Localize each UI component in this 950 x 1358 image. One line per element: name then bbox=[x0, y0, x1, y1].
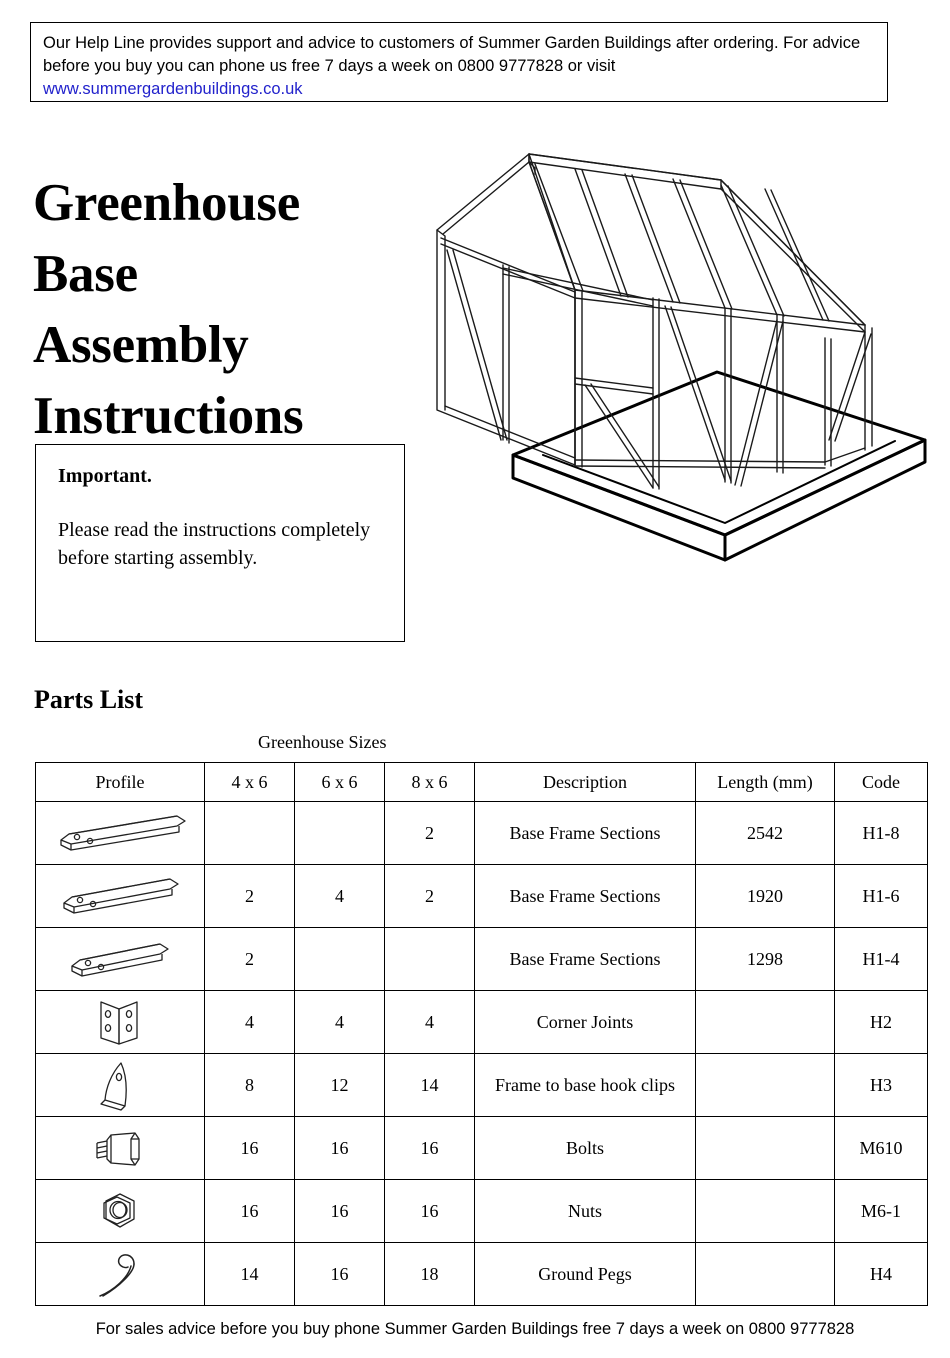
cell-description: Ground Pegs bbox=[475, 1243, 696, 1306]
column-header-description: Description bbox=[475, 763, 696, 802]
cell-qty-6x6: 12 bbox=[295, 1054, 385, 1117]
cell-length bbox=[696, 1243, 835, 1306]
channel-profile-icon bbox=[36, 928, 205, 991]
column-header-size-8x6: 8 x 6 bbox=[385, 763, 475, 802]
cell-qty-6x6: 16 bbox=[295, 1117, 385, 1180]
parts-list-table bbox=[35, 762, 928, 1306]
cell-qty-6x6: 16 bbox=[295, 1243, 385, 1306]
cell-length bbox=[696, 991, 835, 1054]
nut-icon bbox=[36, 1180, 205, 1243]
cell-code: H1-4 bbox=[835, 928, 928, 991]
cell-qty-8x6 bbox=[385, 928, 475, 991]
cell-qty-8x6: 18 bbox=[385, 1243, 475, 1306]
cell-code: H2 bbox=[835, 991, 928, 1054]
cell-length bbox=[696, 1054, 835, 1117]
greenhouse-frame-illustration bbox=[425, 110, 935, 590]
cell-qty-4x6: 16 bbox=[205, 1180, 295, 1243]
table-row bbox=[36, 1243, 928, 1306]
cell-description: Base Frame Sections bbox=[475, 865, 696, 928]
column-header-profile: Profile bbox=[36, 763, 205, 802]
column-header-size-4x6: 4 x 6 bbox=[205, 763, 295, 802]
corner-joint-icon bbox=[36, 991, 205, 1054]
cell-qty-8x6: 2 bbox=[385, 802, 475, 865]
cell-qty-8x6: 4 bbox=[385, 991, 475, 1054]
cell-qty-4x6 bbox=[205, 802, 295, 865]
cell-qty-8x6: 16 bbox=[385, 1180, 475, 1243]
cell-code: M6-1 bbox=[835, 1180, 928, 1243]
cell-qty-8x6: 16 bbox=[385, 1117, 475, 1180]
page-title bbox=[33, 168, 433, 452]
greenhouse-sizes-label: Greenhouse Sizes bbox=[258, 732, 387, 752]
channel-profile-icon bbox=[36, 865, 205, 928]
helpline-body-text: Our Help Line provides support and advice to customers of Summer Garden Buildings after ordering. For advice before you buy you can phone us free 7 days a week on 0800 9777828 or visit bbox=[43, 34, 861, 75]
table-row bbox=[36, 1180, 928, 1243]
table-row bbox=[36, 928, 928, 991]
table-row bbox=[36, 1054, 928, 1117]
cell-code: H4 bbox=[835, 1243, 928, 1306]
important-notice-body: Please read the instructions completely before starting assembly. bbox=[58, 519, 371, 569]
table-row bbox=[36, 802, 928, 865]
cell-qty-8x6: 14 bbox=[385, 1054, 475, 1117]
channel-profile-icon bbox=[36, 802, 205, 865]
table-header-row bbox=[36, 763, 928, 802]
cell-code: H1-6 bbox=[835, 865, 928, 928]
ground-peg-icon bbox=[36, 1243, 205, 1306]
table-row bbox=[36, 865, 928, 928]
bolt-icon bbox=[36, 1117, 205, 1180]
page-title-line-2: Base bbox=[33, 244, 138, 303]
cell-qty-8x6: 2 bbox=[385, 865, 475, 928]
cell-description: Base Frame Sections bbox=[475, 802, 696, 865]
helpline-box bbox=[30, 22, 888, 102]
cell-length: 2542 bbox=[696, 802, 835, 865]
cell-length: 1920 bbox=[696, 865, 835, 928]
cell-qty-6x6: 16 bbox=[295, 1180, 385, 1243]
website-link[interactable]: www.summergardenbuildings.co.uk bbox=[43, 80, 303, 98]
cell-qty-6x6: 4 bbox=[295, 865, 385, 928]
parts-list-heading: Parts List bbox=[34, 685, 144, 714]
page-title-line-1: Greenhouse bbox=[33, 173, 300, 232]
cell-description: Bolts bbox=[475, 1117, 696, 1180]
page-title-line-3: Assembly bbox=[33, 315, 249, 374]
cell-qty-4x6: 4 bbox=[205, 991, 295, 1054]
helpline-text bbox=[43, 32, 875, 101]
cell-qty-4x6: 16 bbox=[205, 1117, 295, 1180]
cell-description: Base Frame Sections bbox=[475, 928, 696, 991]
hook-clip-icon bbox=[36, 1054, 205, 1117]
cell-qty-4x6: 2 bbox=[205, 928, 295, 991]
important-notice-box bbox=[35, 444, 405, 642]
table-row bbox=[36, 1117, 928, 1180]
cell-qty-6x6 bbox=[295, 802, 385, 865]
cell-qty-4x6: 8 bbox=[205, 1054, 295, 1117]
table-row bbox=[36, 991, 928, 1054]
cell-description: Nuts bbox=[475, 1180, 696, 1243]
column-header-size-6x6: 6 x 6 bbox=[295, 763, 385, 802]
cell-length bbox=[696, 1180, 835, 1243]
cell-code: M610 bbox=[835, 1117, 928, 1180]
cell-qty-6x6: 4 bbox=[295, 991, 385, 1054]
cell-qty-4x6: 2 bbox=[205, 865, 295, 928]
cell-qty-4x6: 14 bbox=[205, 1243, 295, 1306]
cell-code: H1-8 bbox=[835, 802, 928, 865]
important-notice-heading: Important. bbox=[58, 465, 152, 487]
column-header-code: Code bbox=[835, 763, 928, 802]
footer-sales-advice: For sales advice before you buy phone Summer Garden Buildings free 7 days a week on 0800 9777828 bbox=[95, 1320, 855, 1338]
cell-description: Corner Joints bbox=[475, 991, 696, 1054]
cell-length bbox=[696, 1117, 835, 1180]
cell-qty-6x6 bbox=[295, 928, 385, 991]
cell-code: H3 bbox=[835, 1054, 928, 1117]
page-title-line-4: Instructions bbox=[33, 386, 304, 445]
cell-length: 1298 bbox=[696, 928, 835, 991]
column-header-length: Length (mm) bbox=[696, 763, 835, 802]
cell-description: Frame to base hook clips bbox=[475, 1054, 696, 1117]
